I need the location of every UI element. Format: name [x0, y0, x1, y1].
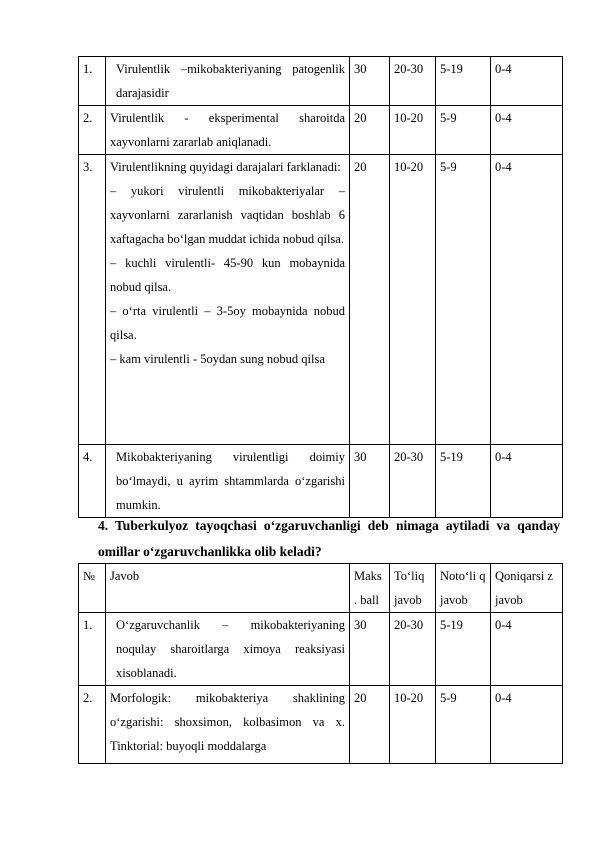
row-number: 2.: [79, 106, 106, 155]
answer-line: – yukori virulentli mikobakteriyalar – xayvonlarni zararlanish vaqtidan boshlab 6 xaftagacha bo‘lgan muddat ichida nobud qilsa.: [110, 184, 345, 246]
incorrect-answer-range: 5-19: [436, 613, 491, 686]
unsatisfactory-answer-range: 0-4: [491, 155, 563, 445]
row-number: 2.: [79, 686, 106, 764]
row-number: 4.: [79, 445, 106, 518]
table-row: [79, 686, 563, 764]
column-header-answer: Javob: [106, 564, 350, 613]
unsatisfactory-answer-range: 0-4: [491, 613, 563, 686]
incorrect-answer-range: 5-19: [436, 445, 491, 518]
complete-answer-range: 20-30: [390, 613, 436, 686]
answer-text: Virulentlik –mikobakteriyaning patogenlik darajasidir: [106, 57, 350, 106]
answer-text: [106, 155, 350, 445]
row-number: 1.: [79, 613, 106, 686]
max-score: 20: [350, 155, 390, 445]
complete-answer-range: 10-20: [390, 106, 436, 155]
column-header-complete: To‘liq javob: [390, 564, 436, 613]
incorrect-answer-range: 5-9: [436, 106, 491, 155]
criteria-table-1: [78, 56, 563, 518]
max-score: 30: [350, 57, 390, 106]
column-header-incorrect: Noto‘li q javob: [436, 564, 491, 613]
criteria-table-2: [78, 563, 563, 764]
column-header-max-score: Maks . ball: [350, 564, 390, 613]
unsatisfactory-answer-range: 0-4: [491, 686, 563, 764]
answer-line: – o‘rta virulentli – 3-5oy mobaynida nobud qilsa.: [110, 304, 345, 342]
complete-answer-range: 10-20: [390, 686, 436, 764]
complete-answer-range: 10-20: [390, 155, 436, 445]
complete-answer-range: 20-30: [390, 445, 436, 518]
answer-line: – kam virulentli - 5oydan sung nobud qilsa: [110, 352, 325, 366]
row-number: 1.: [79, 57, 106, 106]
unsatisfactory-answer-range: 0-4: [491, 445, 563, 518]
max-score: 30: [350, 613, 390, 686]
section-heading: 4. Tuberkulyoz tayoqchasi o‘zgaruvchanligi deb nimaga aytiladi va qanday omillar o‘zgaruvchanlikka olib keladi?: [98, 518, 560, 559]
table-row: [79, 613, 563, 686]
answer-text: Mikobakteriyaning virulentligi doimiy bo‘lmaydi, u ayrim shtammlarda o‘zgarishi mumkin.: [106, 445, 350, 518]
answer-line: – kuchli virulentli- 45-90 kun mobaynida nobud qilsa.: [110, 256, 345, 294]
max-score: 20: [350, 106, 390, 155]
max-score: 30: [350, 445, 390, 518]
row-number: 3.: [79, 155, 106, 445]
table-row: [79, 106, 563, 155]
max-score: 20: [350, 686, 390, 764]
incorrect-answer-range: 5-19: [436, 57, 491, 106]
column-header-unsatisfactory: Qoniqarsi z javob: [491, 564, 563, 613]
answer-line: Virulentlikning quyidagi darajalari farklanadi:: [110, 160, 341, 174]
answer-text: Morfologik: mikobakteriya shaklining o‘zgarishi: shoxsimon, kolbasimon va x. Tinktorial: buyoqli moddalarga: [106, 686, 350, 764]
table-header-row: [79, 564, 563, 613]
answer-text: O‘zgaruvchanlik – mikobakteriyaning noqulay sharoitlarga ximoya reaksiyasi xisoblanadi.: [106, 613, 350, 686]
incorrect-answer-range: 5-9: [436, 155, 491, 445]
column-header-number: №: [79, 564, 106, 613]
table-row: [79, 445, 563, 518]
unsatisfactory-answer-range: 0-4: [491, 57, 563, 106]
incorrect-answer-range: 5-9: [436, 686, 491, 764]
answer-text: Virulentlik - eksperimental sharoitda xayvonlarni zararlab aniqlanadi.: [106, 106, 350, 155]
table-row: [79, 57, 563, 106]
table-row: [79, 155, 563, 445]
unsatisfactory-answer-range: 0-4: [491, 106, 563, 155]
complete-answer-range: 20-30: [390, 57, 436, 106]
